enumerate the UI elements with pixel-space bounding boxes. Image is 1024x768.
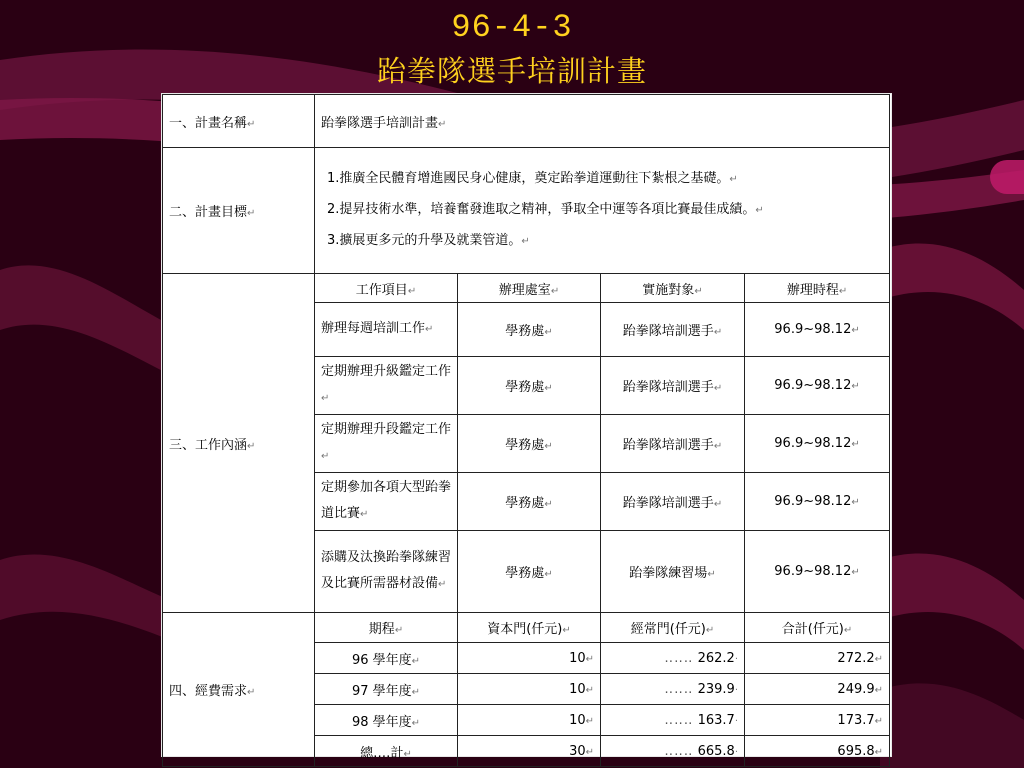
period-cell: 總‥‥計↵ <box>315 736 458 767</box>
target-cell: 跆拳隊培訓選手↵ <box>601 303 745 357</box>
goal-item: 2.提昇技術水準，培養奮發進取之精神，爭取全中運等各項比賽最佳成績。↵ <box>327 202 764 217</box>
period-cell: 96 學年度↵ <box>315 643 458 674</box>
office-cell: 學務處↵ <box>458 473 601 531</box>
section-label: 二、計畫目標↵ <box>163 148 315 274</box>
schedule-cell: 96.9~98.12↵ <box>745 357 890 415</box>
goal-item: 1.推廣全民體育增進國民身心健康，奠定跆拳道運動往下紮根之基礎。↵ <box>327 171 738 186</box>
office-cell: 學務處↵ <box>458 531 601 613</box>
schedule-cell: 96.9~98.12↵ <box>745 531 890 613</box>
section-label: 三、工作內涵↵ <box>163 274 315 613</box>
work-header-row <box>163 274 890 303</box>
column-header: 資本門(仟元)↵ <box>458 613 601 643</box>
period-cell: 97 學年度↵ <box>315 674 458 705</box>
title-text: 跆拳隊選手培訓計畫 <box>376 54 647 88</box>
period-cell: 98 學年度↵ <box>315 705 458 736</box>
target-cell: 跆拳隊培訓選手↵ <box>601 473 745 531</box>
row-plan-name <box>163 95 890 148</box>
column-header: 辦理處室↵ <box>458 274 601 303</box>
total-cell: 272.2↵ <box>745 643 890 674</box>
capital-cell: 10↵ <box>458 643 601 674</box>
office-cell: 學務處↵ <box>458 303 601 357</box>
work-item: 定期辦理升級鑑定工作↵ <box>315 357 458 415</box>
column-header: 辦理時程↵ <box>745 274 890 303</box>
recurrent-cell: ‥‥‥ 665.8· <box>601 736 745 767</box>
row-goals <box>163 148 890 274</box>
recurrent-cell: ‥‥‥ 239.9· <box>601 674 745 705</box>
capital-cell: 10↵ <box>458 705 601 736</box>
goals-cell <box>315 148 890 274</box>
decorative-tab <box>990 160 1024 194</box>
plan-document <box>162 94 891 761</box>
total-cell: 249.9↵ <box>745 674 890 705</box>
title-code: 96-4-3 <box>451 9 573 46</box>
column-header: 合計(仟元)↵ <box>745 613 890 643</box>
capital-cell: 10↵ <box>458 674 601 705</box>
target-cell: 跆拳隊練習場↵ <box>601 531 745 613</box>
work-item: 定期參加各項大型跆拳道比賽↵ <box>315 473 458 531</box>
column-header: 工作項目↵ <box>315 274 458 303</box>
section-label: 四、經費需求↵ <box>163 613 315 767</box>
total-cell: 695.8↵ <box>745 736 890 767</box>
plan-name-value: 跆拳隊選手培訓計畫↵ <box>315 95 890 148</box>
target-cell: 跆拳隊培訓選手↵ <box>601 415 745 473</box>
office-cell: 學務處↵ <box>458 415 601 473</box>
work-item: 定期辦理升段鑑定工作↵ <box>315 415 458 473</box>
work-item: 辦理每週培訓工作↵ <box>315 303 458 357</box>
capital-cell: 30↵ <box>458 736 601 767</box>
schedule-cell: 96.9~98.12↵ <box>745 415 890 473</box>
section-label: 一、計畫名稱↵ <box>163 95 315 148</box>
column-header: 期程↵ <box>315 613 458 643</box>
budget-header-row <box>163 613 890 643</box>
plan-table <box>162 94 890 767</box>
slide-title <box>0 8 1024 94</box>
column-header: 實施對象↵ <box>601 274 745 303</box>
goal-item: 3.擴展更多元的升學及就業管道。↵ <box>327 233 530 248</box>
total-cell: 173.7↵ <box>745 705 890 736</box>
recurrent-cell: ‥‥‥ 163.7· <box>601 705 745 736</box>
schedule-cell: 96.9~98.12↵ <box>745 303 890 357</box>
office-cell: 學務處↵ <box>458 357 601 415</box>
target-cell: 跆拳隊培訓選手↵ <box>601 357 745 415</box>
column-header: 經常門(仟元)↵ <box>601 613 745 643</box>
schedule-cell: 96.9~98.12↵ <box>745 473 890 531</box>
recurrent-cell: ‥‥‥ 262.2· <box>601 643 745 674</box>
work-item: 添購及汰換跆拳隊練習及比賽所需器材設備↵ <box>315 531 458 613</box>
